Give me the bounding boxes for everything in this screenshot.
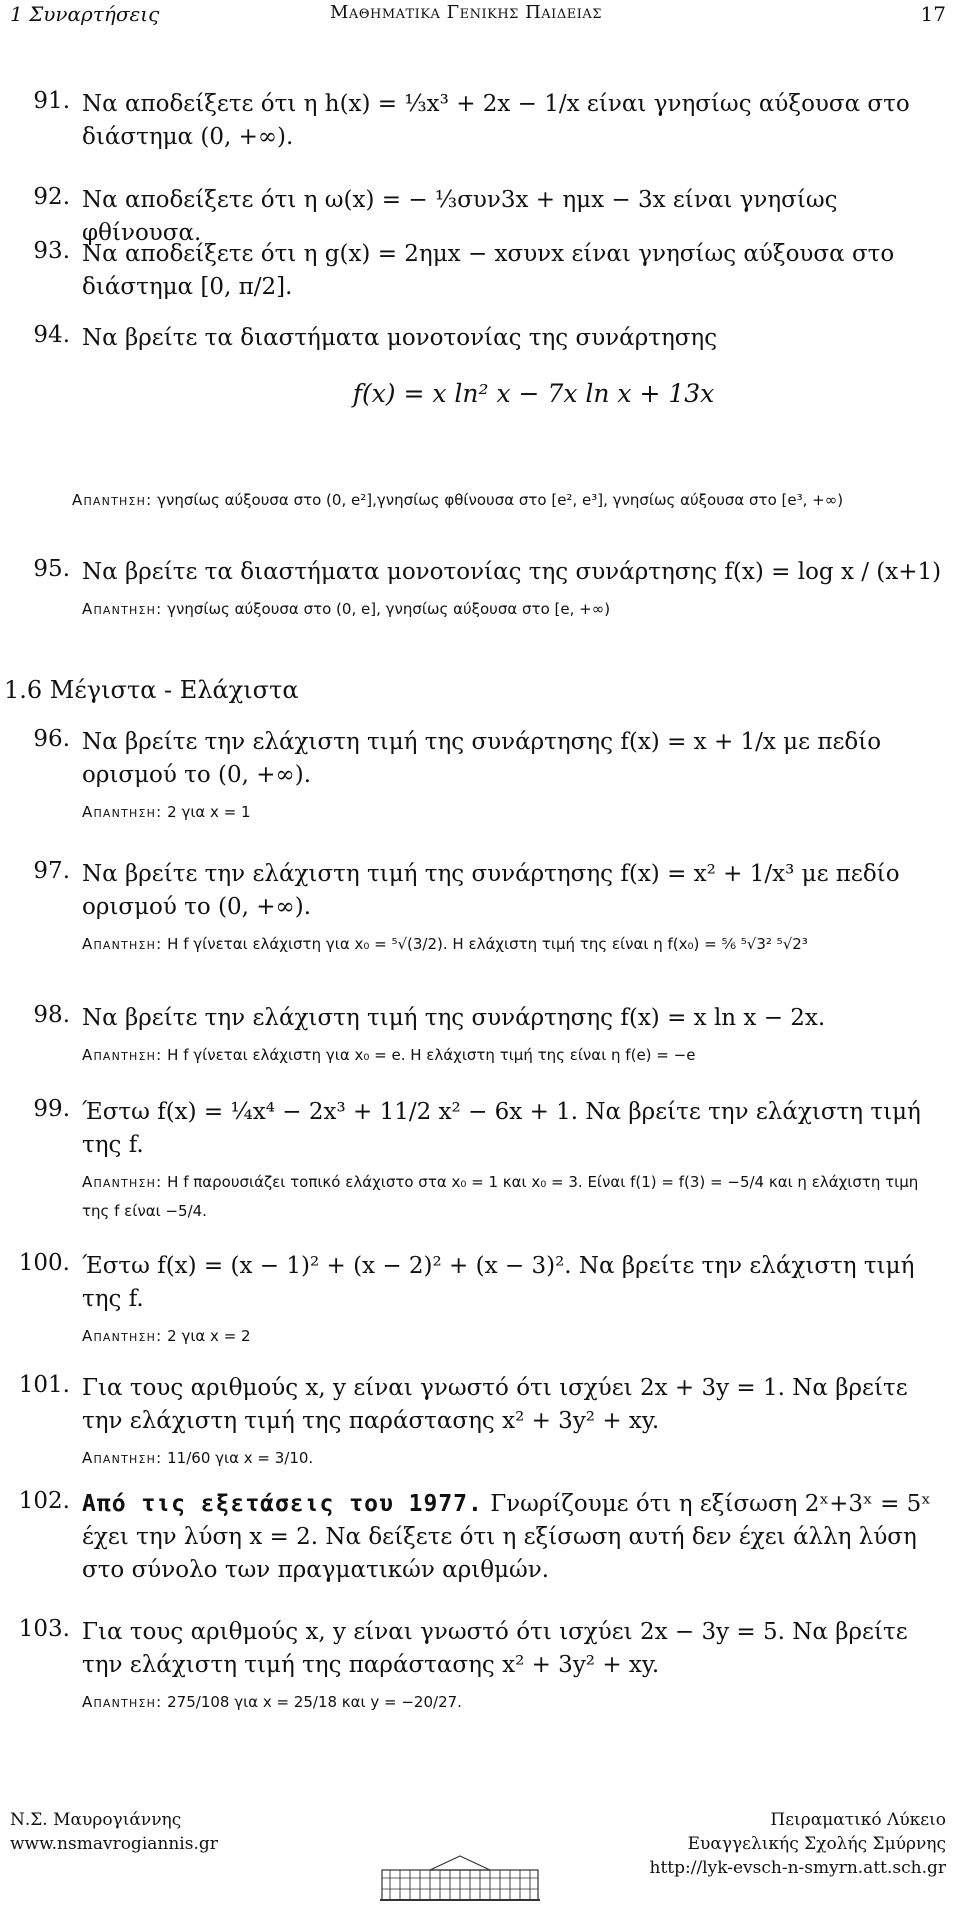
problem-91 — [30, 88, 945, 154]
problem-number: 96. — [33, 726, 70, 752]
school-url-link[interactable]: http://lyk-evsch-n-smyrn.att.sch.gr — [649, 1858, 946, 1878]
problem-98 — [30, 1002, 945, 1070]
book-title: Μαθηματικα Γενικης Παιδειας — [330, 2, 602, 23]
problem-103 — [18, 1616, 945, 1717]
problem-93 — [30, 238, 945, 304]
answer-text: 2 για x = 1 — [167, 803, 251, 821]
problem-number: 101. — [18, 1372, 70, 1398]
problem-number: 102. — [18, 1488, 70, 1514]
answer-text: γνησίως αύξουσα στο (0, e], γνησίως αύξουσα στο [e, +∞) — [167, 600, 611, 618]
problem-text: Να βρείτε την ελάχιστη τιμή της συνάρτησης f(x) = x² + 1/x³ με πεδίο ορισμού το (0, +∞). — [82, 861, 900, 920]
problem-number: 91. — [33, 88, 70, 114]
answer-text: γνησίως αύξουσα στο (0, e²],γνησίως φθίνουσα στο [e², e³], γνησίως αύξουσα στο [e³, +∞) — [157, 491, 844, 509]
problem-number: 100. — [18, 1250, 70, 1276]
answer-text: Η f γίνεται ελάχιστη για x₀ = e. Η ελάχιστη τιμή της είναι η f(e) = −e — [167, 1046, 696, 1064]
problem-101 — [18, 1372, 945, 1473]
answer-94 — [30, 480, 945, 515]
problem-text: Να βρείτε την ελάχιστη τιμή της συνάρτησης f(x) = x + 1/x με πεδίο ορισμού το (0, +∞). — [82, 729, 882, 788]
problem-97 — [30, 858, 945, 959]
problem-99 — [30, 1096, 945, 1226]
answer-text: 2 για x = 2 — [167, 1327, 251, 1345]
problem-100 — [18, 1250, 945, 1351]
footer-school — [650, 1808, 947, 1880]
answer-text: Η f παρουσιάζει τοπικό ελάχιστο στα x₀ = 1 και x₀ = 3. Είναι f(1) = f(3) = −5/4 και η ελάχιστη τιμη της f είναι −5/4. — [82, 1173, 919, 1220]
answer-label: Απαντηση: — [82, 1173, 163, 1191]
problem-96 — [30, 726, 945, 827]
problem-text: Να βρείτε τα διαστήματα μονοτονίας της συνάρτησης — [82, 325, 718, 351]
footer-author — [10, 1808, 218, 1856]
problem-text: Για τους αριθμούς x, y είναι γνωστό ότι ισχύει 2x + 3y = 1. Να βρείτε την ελάχιστη τιμή της παράστασης x² + 3y² + xy. — [82, 1375, 908, 1434]
problem-text: Να αποδείξετε ότι η ω(x) = − ⅓συν3x + ημx − 3x είναι γνησίως φθίνουσα. — [82, 187, 838, 246]
problem-text: Έστω f(x) = ¼x⁴ − 2x³ + 11/2 x² − 6x + 1. Να βρείτε την ελάχιστη τιμή της f. — [82, 1099, 921, 1158]
school-building-logo — [380, 1852, 540, 1902]
chapter-title: 1 Συναρτήσεις — [10, 2, 160, 26]
answer-label: Απαντηση: — [82, 1693, 163, 1711]
answer-label: Απαντηση: — [82, 600, 163, 618]
answer-label: Απαντηση: — [82, 935, 163, 953]
problem-text: Να βρείτε τα διαστήματα μονοτονίας της συνάρτησης f(x) = log x / (x+1) — [82, 559, 942, 585]
problem-number: 99. — [33, 1096, 70, 1122]
problem-text: Γνωρίζουμε ότι η εξίσωση 2ˣ+3ˣ = 5ˣ έχει την λύση x = 2. Να δείξετε ότι η εξίσωση αυτή δεν έχει άλλη λύση στο σύνολο των πραγματικών αριθμών. — [82, 1491, 932, 1583]
problem-number: 97. — [33, 858, 70, 884]
answer-label: Απαντηση: — [82, 1449, 163, 1467]
answer-text: 11/60 για x = 3/10. — [167, 1449, 314, 1467]
running-header — [0, 0, 960, 34]
answer-label: Απαντηση: — [82, 803, 163, 821]
problem-text: Για τους αριθμούς x, y είναι γνωστό ότι ισχύει 2x − 3y = 5. Να βρείτε την ελάχιστη τιμή της παράστασης x² + 3y² + xy. — [82, 1619, 908, 1678]
school-name-line2: Ευαγγελικής Σχολής Σμύρνης — [687, 1834, 946, 1854]
answer-text: 275/108 για x = 25/18 και y = −20/27. — [167, 1693, 462, 1711]
problem-text: Να βρείτε την ελάχιστη τιμή της συνάρτησης f(x) = x ln x − 2x. — [82, 1005, 826, 1031]
problem-number: 94. — [33, 322, 70, 348]
page-number: 17 — [920, 2, 946, 26]
problem-number: 92. — [33, 184, 70, 210]
problem-number: 103. — [18, 1616, 70, 1642]
problem-number: 95. — [33, 556, 70, 582]
section-title: 1.6 Μέγιστα - Ελάχιστα — [4, 676, 299, 704]
exam-source-label: Από τις εξετάσεις του 1977. — [82, 1491, 483, 1517]
answer-text: Η f γίνεται ελάχιστη για x₀ = ⁵√(3/2). Η ελάχιστη τιμή της είναι η f(x₀) = ⅚ ⁵√3² ⁵√2³ — [167, 935, 808, 953]
answer-label: Απαντηση: — [82, 1327, 163, 1345]
problem-number: 98. — [33, 1002, 70, 1028]
display-equation: f(x) = x ln² x − 7x ln x + 13x — [352, 379, 715, 408]
answer-label: Απαντηση: — [82, 1046, 163, 1064]
problem-text: Έστω f(x) = (x − 1)² + (x − 2)² + (x − 3)². Να βρείτε την ελάχιστη τιμή της f. — [82, 1253, 915, 1312]
problem-text: Να αποδείξετε ότι η g(x) = 2ημx − xσυνx είναι γνησίως αύξουσα στο διάστημα [0, π/2]. — [82, 241, 895, 300]
problem-95 — [30, 556, 945, 624]
school-name: Πειραματικό Λύκειο — [770, 1810, 946, 1830]
problem-102 — [18, 1488, 945, 1587]
answer-label: Απαντηση: — [72, 491, 153, 509]
problem-text: Να αποδείξετε ότι η h(x) = ⅓x³ + 2x − 1/x είναι γνησίως αύξουσα στο διάστημα (0, +∞). — [82, 91, 910, 150]
problem-94 — [30, 322, 945, 410]
problem-number: 93. — [33, 238, 70, 264]
author-name: Ν.Σ. Μαυρογιάννης — [10, 1810, 182, 1830]
author-website-link[interactable]: www.nsmavrogiannis.gr — [10, 1834, 218, 1854]
